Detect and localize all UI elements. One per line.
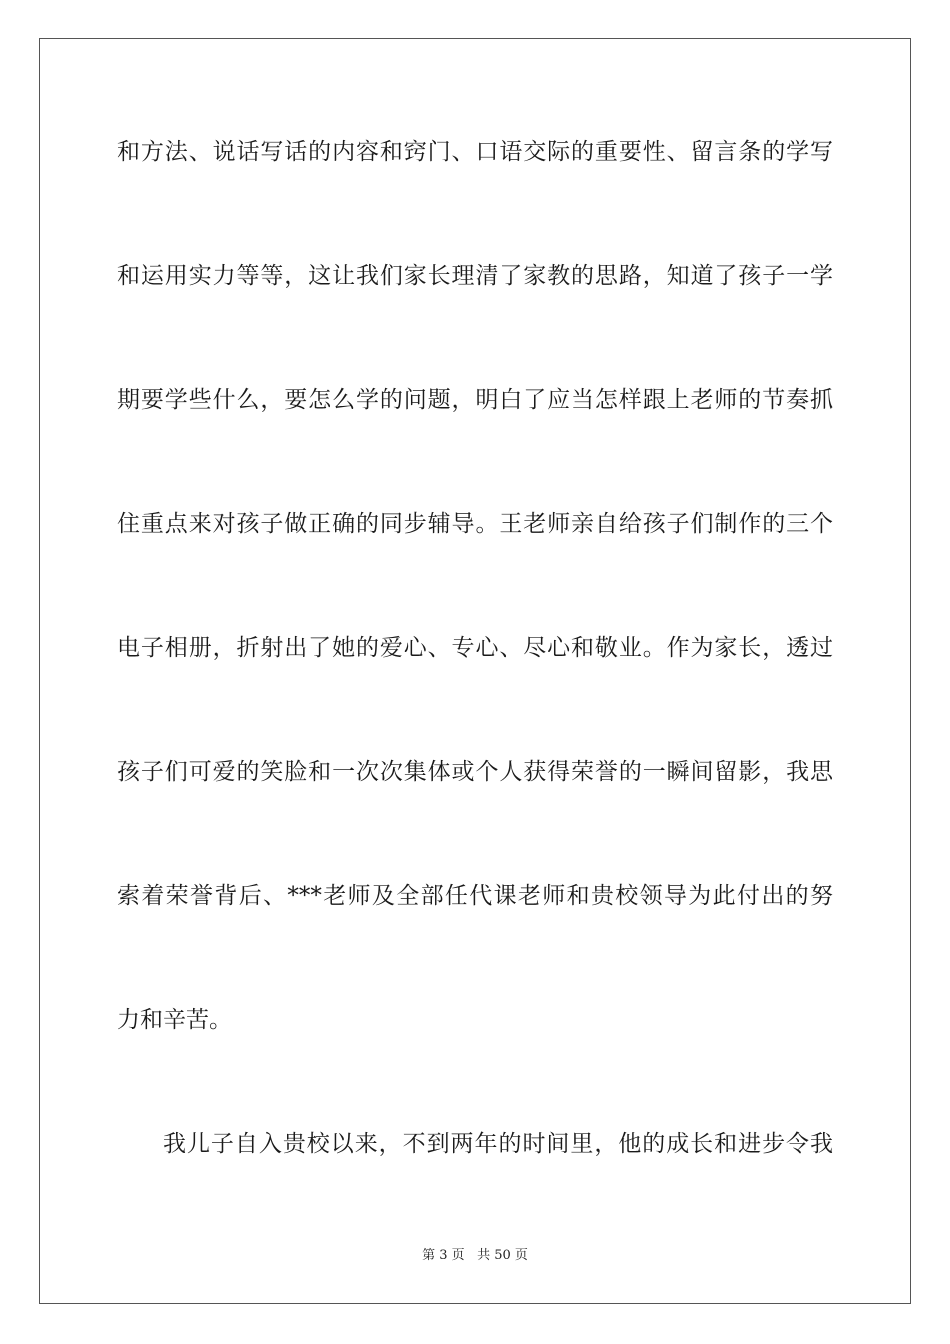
body-text-line: 和方法、说话写话的内容和窍门、口语交际的重要性、留言条的学写: [117, 139, 833, 165]
paragraph-start-line: 我儿子自入贵校以来，不到两年的时间里，他的成长和进步令我: [163, 1131, 833, 1157]
body-text-line: 力和辛苦。: [117, 1007, 232, 1033]
body-text-line: 电子相册，折射出了她的爱心、专心、尽心和敬业。作为家长，透过: [117, 635, 833, 661]
page-border: [39, 38, 911, 1304]
page-number: 第 3 页: [422, 1248, 465, 1263]
body-text-line: 和运用实力等等，这让我们家长理清了家教的思路，知道了孩子一学: [117, 263, 833, 289]
body-text-line: 住重点来对孩子做正确的同步辅导。王老师亲自给孩子们制作的三个: [117, 511, 833, 537]
body-text-line: 索着荣誉背后、***老师及全部任代课老师和贵校领导为此付出的努: [117, 883, 833, 909]
total-pages: 共 50 页: [477, 1248, 528, 1263]
body-text-line: 孩子们可爱的笑脸和一次次集体或个人获得荣誉的一瞬间留影，我思: [117, 759, 833, 785]
body-text-line: 期要学些什么，要怎么学的问题，明白了应当怎样跟上老师的节奏抓: [117, 387, 833, 413]
page-footer: [0, 1247, 950, 1265]
